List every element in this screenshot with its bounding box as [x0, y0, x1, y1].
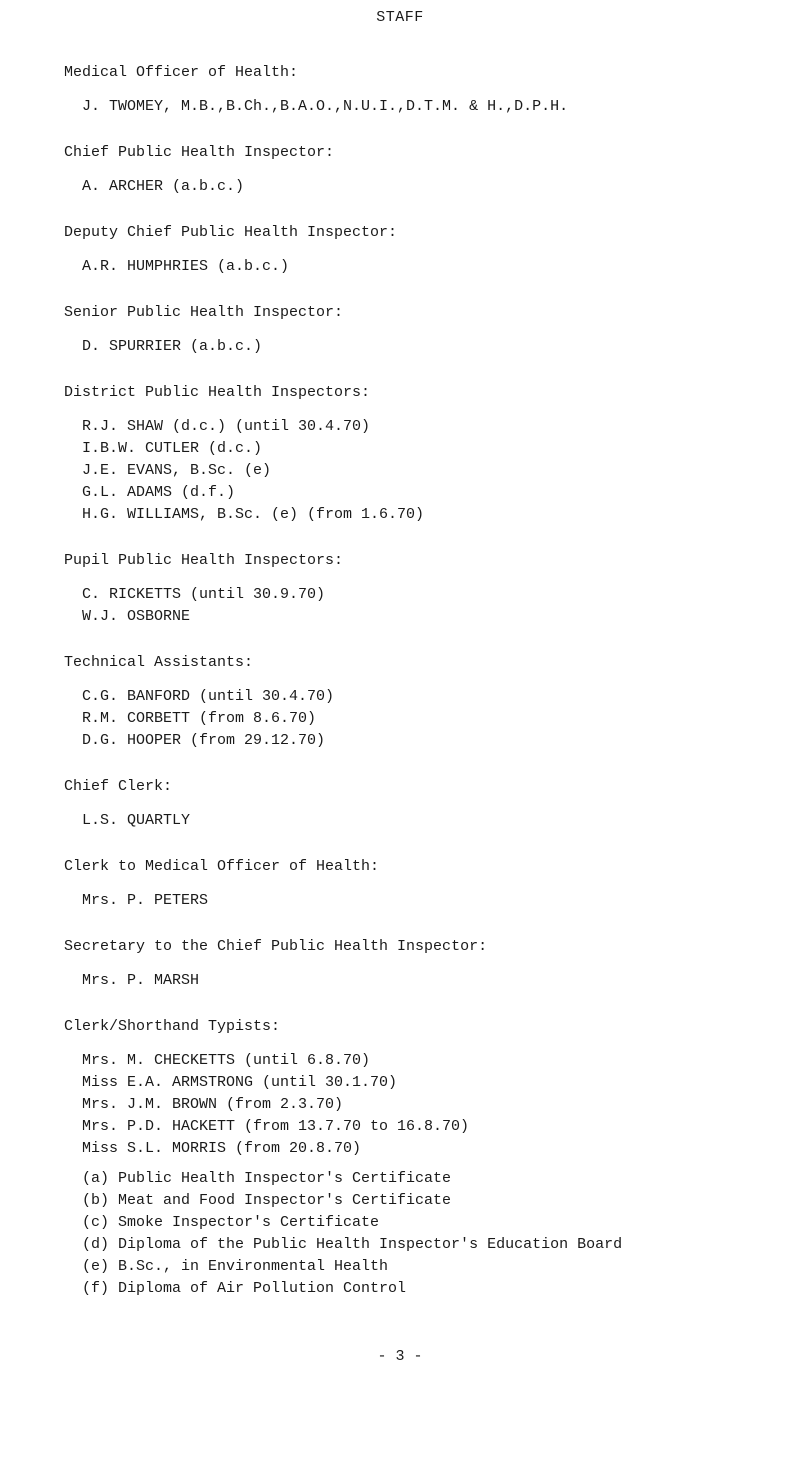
staff-entry: I.B.W. CUTLER (d.c.) [82, 440, 263, 457]
section-senior-phi [64, 302, 784, 358]
note-item: (f) Diploma of Air Pollution Control [82, 1280, 407, 1297]
section-heading: Pupil Public Health Inspectors: [64, 552, 344, 569]
staff-entry: C. RICKETTS (until 30.9.70) [82, 586, 326, 603]
section-pupil-phi [64, 550, 784, 628]
staff-entry: A.R. HUMPHRIES (a.b.c.) [82, 258, 290, 275]
staff-entry: C.G. BANFORD (until 30.4.70) [82, 688, 335, 705]
staff-entry: L.S. QUARTLY [82, 812, 191, 829]
section-district-phi [64, 382, 784, 526]
section-deputy-chief-phi [64, 222, 784, 278]
section-heading: Secretary to the Chief Public Health Inspector: [64, 938, 488, 955]
note-item: (e) B.Sc., in Environmental Health [82, 1258, 389, 1275]
staff-entry: D.G. HOOPER (from 29.12.70) [82, 732, 326, 749]
section-chief-phi [64, 142, 784, 198]
staff-entry: Mrs. P. PETERS [82, 892, 209, 909]
staff-entry: Mrs. J.M. BROWN (from 2.3.70) [82, 1096, 344, 1113]
staff-entry: Miss E.A. ARMSTRONG (until 30.1.70) [82, 1074, 398, 1091]
section-typists [64, 1016, 784, 1160]
section-heading: Deputy Chief Public Health Inspector: [64, 224, 398, 241]
staff-entry: Mrs. M. CHECKETTS (until 6.8.70) [82, 1052, 371, 1069]
section-heading: District Public Health Inspectors: [64, 384, 371, 401]
note-item: (d) Diploma of the Public Health Inspector's Education Board [82, 1236, 623, 1253]
staff-entry: J. TWOMEY, M.B.,B.Ch.,B.A.O.,N.U.I.,D.T.M. & H.,D.P.H. [82, 98, 569, 115]
section-heading: Chief Public Health Inspector: [64, 144, 335, 161]
note-item: (b) Meat and Food Inspector's Certificate [82, 1192, 452, 1209]
staff-entry: Mrs. P. MARSH [82, 972, 200, 989]
qualification-notes [64, 1168, 784, 1300]
staff-entry: H.G. WILLIAMS, B.Sc. (e) (from 1.6.70) [82, 506, 425, 523]
staff-entry: D. SPURRIER (a.b.c.) [82, 338, 263, 355]
section-technical-assistants [64, 652, 784, 752]
section-heading: Clerk to Medical Officer of Health: [64, 858, 380, 875]
staff-entry: R.M. CORBETT (from 8.6.70) [82, 710, 317, 727]
staff-entry: W.J. OSBORNE [82, 608, 191, 625]
staff-entry: Mrs. P.D. HACKETT (from 13.7.70 to 16.8.70) [82, 1118, 470, 1135]
section-heading: Chief Clerk: [64, 778, 173, 795]
note-item: (a) Public Health Inspector's Certificate [82, 1170, 452, 1187]
section-heading: Medical Officer of Health: [64, 64, 299, 81]
note-item: (c) Smoke Inspector's Certificate [82, 1214, 380, 1231]
section-medical-officer [64, 62, 784, 118]
section-heading: Senior Public Health Inspector: [64, 304, 344, 321]
staff-entry: G.L. ADAMS (d.f.) [82, 484, 236, 501]
section-clerk-moh [64, 856, 784, 912]
section-secretary [64, 936, 784, 992]
staff-entry: R.J. SHAW (d.c.) (until 30.4.70) [82, 418, 371, 435]
staff-entry: J.E. EVANS, B.Sc. (e) [82, 462, 272, 479]
page-number: - 3 - [377, 1348, 423, 1365]
staff-list [64, 62, 784, 1300]
staff-entry: Miss S.L. MORRIS (from 20.8.70) [82, 1140, 362, 1157]
staff-entry: A. ARCHER (a.b.c.) [82, 178, 245, 195]
section-chief-clerk [64, 776, 784, 832]
page-title: STAFF [376, 9, 424, 26]
section-heading: Technical Assistants: [64, 654, 254, 671]
section-heading: Clerk/Shorthand Typists: [64, 1018, 281, 1035]
